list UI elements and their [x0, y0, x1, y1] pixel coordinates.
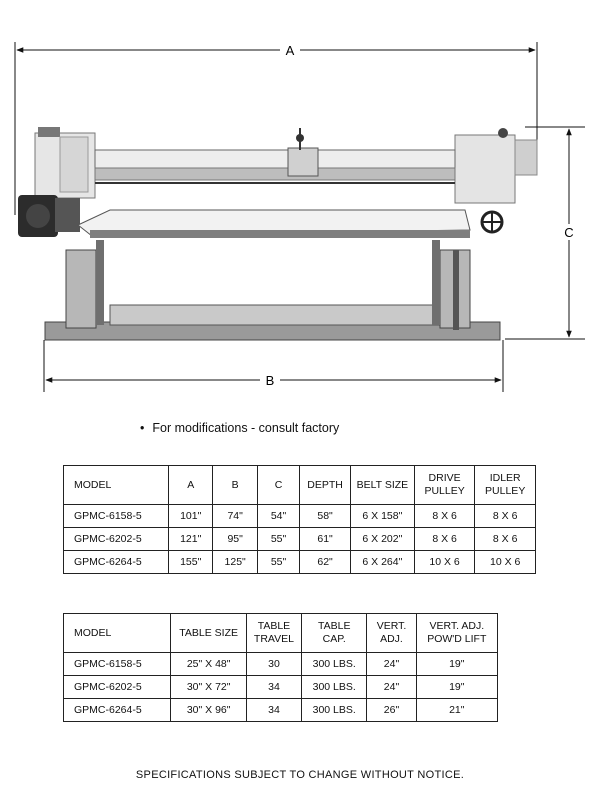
cell-table-size: 25" X 48": [171, 653, 246, 676]
cell-table-cap: 300 LBS.: [302, 653, 367, 676]
header-a: A: [168, 466, 212, 505]
header-table-travel: TABLE TRAVEL: [246, 614, 301, 653]
cell-depth: 61": [300, 528, 351, 551]
table-row: [64, 528, 536, 551]
cell-model: GPMC-6264-5: [64, 551, 169, 574]
cell-vert-adj-powd-lift: 19": [416, 653, 497, 676]
cell-table-size: 30" X 96": [171, 699, 246, 722]
cell-belt-size: 6 X 202": [350, 528, 414, 551]
header-c: C: [257, 466, 299, 505]
header-belt-size: BELT SIZE: [350, 466, 414, 505]
cell-model: GPMC-6202-5: [64, 676, 171, 699]
cell-belt-size: 6 X 158": [350, 505, 414, 528]
cell-belt-size: 6 X 264": [350, 551, 414, 574]
cell-drive-pulley: 8 X 6: [414, 505, 475, 528]
cell-model: GPMC-6158-5: [64, 653, 171, 676]
header-b: B: [213, 466, 257, 505]
header-table-size: TABLE SIZE: [171, 614, 246, 653]
cell-table-travel: 34: [246, 699, 301, 722]
header-table-cap: TABLE CAP.: [302, 614, 367, 653]
cell-vert-adj-powd-lift: 19": [416, 676, 497, 699]
cell-drive-pulley: 10 X 6: [414, 551, 475, 574]
cell-c: 54": [257, 505, 299, 528]
belt-sander-illustration: [18, 127, 537, 340]
cell-vert-adj: 24": [367, 653, 416, 676]
header-idler-pulley: IDLER PULLEY: [475, 466, 536, 505]
cell-b: 74": [213, 505, 257, 528]
header-drive-pulley: DRIVE PULLEY: [414, 466, 475, 505]
cell-idler-pulley: 8 X 6: [475, 505, 536, 528]
cell-depth: 62": [300, 551, 351, 574]
header-model: MODEL: [64, 466, 169, 505]
dimensions-table: [63, 465, 536, 574]
cell-table-travel: 34: [246, 676, 301, 699]
header-vert-adj: VERT. ADJ.: [367, 614, 416, 653]
table-row: [64, 699, 498, 722]
cell-depth: 58": [300, 505, 351, 528]
note-text: For modifications - consult factory: [152, 421, 340, 435]
cell-c: 55": [257, 528, 299, 551]
cell-vert-adj: 24": [367, 676, 416, 699]
cell-b: 95": [213, 528, 257, 551]
cell-table-travel: 30: [246, 653, 301, 676]
cell-drive-pulley: 8 X 6: [414, 528, 475, 551]
cell-c: 55": [257, 551, 299, 574]
table-header-row: [64, 466, 536, 505]
cell-a: 121": [168, 528, 212, 551]
table-header-row: [64, 614, 498, 653]
cell-vert-adj: 26": [367, 699, 416, 722]
table-row: [64, 551, 536, 574]
table-row: [64, 505, 536, 528]
cell-a: 155": [168, 551, 212, 574]
cell-table-size: 30" X 72": [171, 676, 246, 699]
modification-note: [140, 421, 339, 435]
dimension-a-label: A: [285, 43, 295, 58]
cell-b: 125": [213, 551, 257, 574]
table-row: [64, 653, 498, 676]
cell-table-cap: 300 LBS.: [302, 676, 367, 699]
dimension-b-label: B: [265, 373, 275, 388]
cell-model: GPMC-6264-5: [64, 699, 171, 722]
specifications-disclaimer: SPECIFICATIONS SUBJECT TO CHANGE WITHOUT NOTICE.: [135, 769, 465, 781]
cell-vert-adj-powd-lift: 21": [416, 699, 497, 722]
cell-model: GPMC-6202-5: [64, 528, 169, 551]
dimension-c-label: C: [564, 225, 574, 240]
table-row: [64, 676, 498, 699]
header-depth: DEPTH: [300, 466, 351, 505]
cell-idler-pulley: 10 X 6: [475, 551, 536, 574]
header-model: MODEL: [64, 614, 171, 653]
bullet: •: [140, 421, 145, 435]
cell-table-cap: 300 LBS.: [302, 699, 367, 722]
cell-idler-pulley: 8 X 6: [475, 528, 536, 551]
cell-a: 101": [168, 505, 212, 528]
header-vert-adj-powd-lift: VERT. ADJ. POW'D LIFT: [416, 614, 497, 653]
dimension-b: [44, 340, 503, 392]
table-specs-table: [63, 613, 498, 722]
cell-model: GPMC-6158-5: [64, 505, 169, 528]
